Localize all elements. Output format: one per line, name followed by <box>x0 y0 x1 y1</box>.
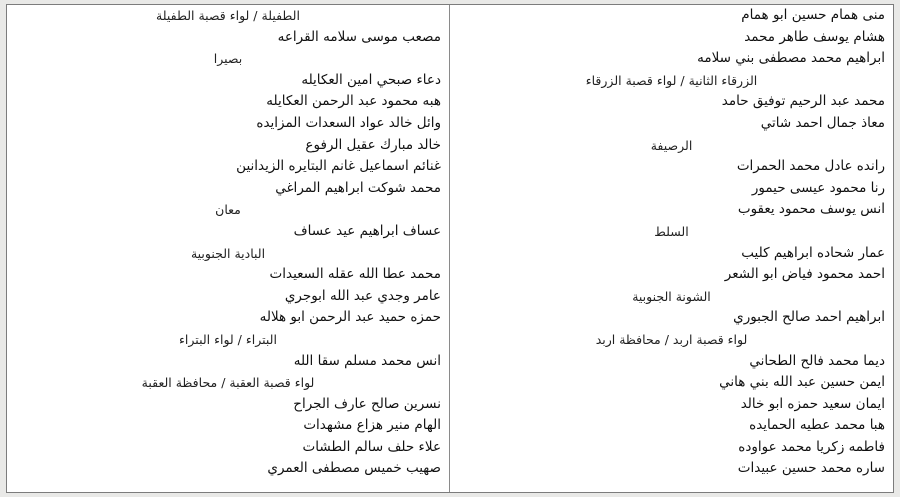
name-entry: دعاء صبحي امين العكايله <box>301 71 441 88</box>
section-heading: بصيرا <box>213 51 243 67</box>
name-entry: رانده عادل محمد الحمرات <box>736 158 885 175</box>
name-entry: منى همام حسين ابو همام <box>741 7 885 23</box>
document-page <box>6 4 894 493</box>
section-heading: لواء قصبة اربد / محافظة اربد <box>595 331 748 347</box>
section-heading: الرصيفة <box>650 137 693 153</box>
name-entry: هبا محمد عطيه الحمايده <box>749 417 885 434</box>
section-heading: لواء قصبة العقبة / محافظة العقبة <box>141 375 315 391</box>
name-entry: غنائم اسماعيل غانم البتايره الزيدانين <box>236 158 441 175</box>
section-heading: البادية الجنوبية <box>190 245 266 261</box>
name-entry: محمد عطا الله عقله السعيدات <box>269 266 441 283</box>
section-heading: معان <box>215 202 241 218</box>
name-entry: رنا محمود عيسى حيمور <box>751 179 885 196</box>
name-entry: معاذ جمال احمد شاتي <box>760 114 885 131</box>
name-entry: الهام منير هزاع مشهدات <box>303 417 441 434</box>
name-entry: عمار شحاده ابراهيم كليب <box>741 244 885 261</box>
name-entry: ايمان سعيد حمزه ابو خالد <box>740 395 885 412</box>
left-column <box>7 5 450 492</box>
name-entry: حمزه حميد عبد الرحمن ابو هلاله <box>259 309 441 326</box>
name-entry: عساف ابراهيم عيد عساف <box>293 222 441 239</box>
name-entry: صهيب خميس مصطفى العمري <box>267 460 441 477</box>
name-entry: ابراهيم محمد مصطفى بني سلامه <box>697 50 885 67</box>
name-entry: هشام يوسف طاهر محمد <box>744 28 885 45</box>
name-entry: وائل خالد عواد السعدات المزايده <box>256 114 441 131</box>
name-entry: محمد شوكت ابراهيم المراغي <box>275 179 441 196</box>
name-entry: احمد محمود فياض ابو الشعر <box>724 266 885 283</box>
section-heading: السلط <box>654 223 689 239</box>
name-entry: انس يوسف محمود يعقوب <box>737 201 885 218</box>
name-entry: محمد عبد الرحيم توفيق حامد <box>721 93 885 110</box>
name-entry: مصعب موسى سلامه القراعه <box>277 28 441 45</box>
name-entry: خالد مبارك عقيل الرفوع <box>305 136 441 153</box>
name-entry: فاطمه زكريا محمد عواوده <box>738 438 885 455</box>
section-heading: الطفيلة / لواء قصبة الطفيلة <box>156 8 300 23</box>
right-column <box>450 5 893 492</box>
name-entry: انس محمد مسلم سقا الله <box>293 352 441 369</box>
section-heading: الزرقاء الثانية / لواء قصبة الزرقاء <box>585 72 758 88</box>
name-entry: علاء حلف سالم الطشات <box>302 438 441 455</box>
name-entry: عامر وجدي عبد الله ابوجري <box>284 287 441 304</box>
name-entry: ديما محمد فالح الطحاني <box>749 352 885 369</box>
name-entry: ايمن حسين عبد الله بني هاني <box>719 374 885 391</box>
section-heading: البتراء / لواء البتراء <box>179 331 277 347</box>
section-heading: الشونة الجنوبية <box>632 288 711 304</box>
name-entry: ابراهيم احمد صالح الجبوري <box>733 309 885 326</box>
name-entry: هبه محمود عبد الرحمن العكايله <box>266 93 441 110</box>
name-entry: ساره محمد حسين عبيدات <box>737 460 885 477</box>
name-entry: نسرين صالح عارف الجراح <box>293 395 441 412</box>
